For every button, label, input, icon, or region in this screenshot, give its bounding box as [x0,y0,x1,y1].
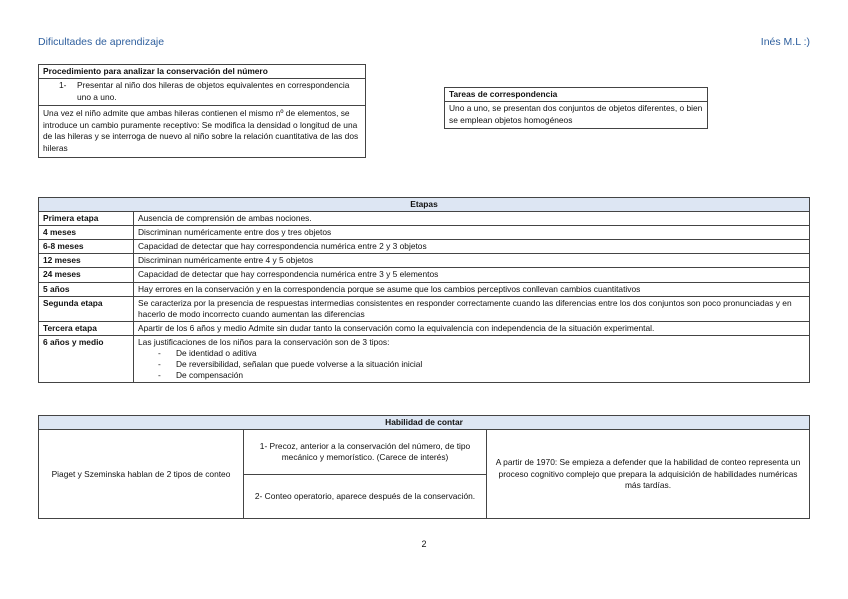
procedure-step-text: Presentar al niño dos hileras de objetos equivalentes en correspondencia uno a uno. [77,80,350,102]
stage-label: Tercera etapa [39,321,134,335]
stage-label: 6 años y medio [39,335,134,382]
list-item: - De identidad o aditiva [158,348,805,359]
list-item: - De compensación [158,370,805,381]
conteo-intro: Piaget y Szeminska hablan de 2 tipos de conteo [39,430,244,519]
stage-description: Discriminan numéricamente entre 4 y 5 objetos [134,254,810,268]
stage-label: 12 meses [39,254,134,268]
list-item: - De reversibilidad, señalan que puede volverse a la situación inicial [158,359,805,370]
stage-description: Capacidad de detectar que hay correspondencia numérica entre 2 y 3 objetos [134,240,810,254]
stage-description: Capacidad de detectar que hay correspondencia numérica entre 3 y 5 elementos [134,268,810,282]
document-title: Dificultades de aprendizaje [38,36,165,48]
stage-label: 4 meses [39,226,134,240]
habilidad-table [38,415,810,519]
tareas-box [444,87,708,129]
habilidad-title: Habilidad de contar [39,416,810,430]
table-row [39,268,810,282]
procedure-title: Procedimiento para analizar la conservación del número [39,65,365,79]
procedure-step-number: 1- [59,80,67,91]
procedure-box [38,64,366,158]
author-label: Inés M.L :) [760,36,810,48]
stage-description: Hay errores en la conservación y en la correspondencia porque se asume que los cambios perceptivos conllevan cambios cuantitativos [134,282,810,296]
stage-label: Segunda etapa [39,296,134,321]
conteo-type-2: 2- Conteo operatorio, aparece después de la conservación. [244,474,487,519]
stage-label: 6-8 meses [39,240,134,254]
stage-label: 5 años [39,282,134,296]
stage-label: Primera etapa [39,212,134,226]
stage-description: Se caracteriza por la presencia de respuestas intermedias consistentes en responder correctamente cuando las diferencias entre los dos conjuntos son poco pronunciadas y en hacerlo de modo incorrecto cuando aumentan las diferencias [134,296,810,321]
table-row [39,240,810,254]
justifications-intro: Las justificaciones de los niños para la conservación son de 3 tipos: [138,336,390,347]
stage-label: 24 meses [39,268,134,282]
conteo-1970: A partir de 1970: Se empieza a defender que la habilidad de conteo representa un proceso cognitivo complejo que prepara la adquisición de habilidades numéricas más tardías. [487,430,810,519]
stage-description: Apartir de los 6 años y medio Admite sin dudar tanto la conservación como la equivalencia con independencia de la situación experimental. [134,321,810,335]
table-row [39,226,810,240]
stage-description: Ausencia de comprensión de ambas nociones. [134,212,810,226]
table-row [39,335,810,382]
stage-description: Discriminan numéricamente entre dos y tres objetos [134,226,810,240]
table-row [39,296,810,321]
conteo-type-1: 1- Precoz, anterior a la conservación del número, de tipo mecánico y memorístico. (Carece de interés) [244,430,487,475]
tareas-title: Tareas de correspondencia [445,88,707,102]
table-row [39,282,810,296]
stage-description [134,335,810,382]
justifications-list [138,348,805,381]
procedure-paragraph: Una vez el niño admite que ambas hileras contienen el mismo nº de elementos, se introduce un cambio puramente receptivo: Se modifica la densidad o longitud de una de las hileras y se interroga de nuevo al niño sobre la relación cuantitativa de las dos hileras [39,105,365,157]
tareas-text: Uno a uno, se presentan dos conjuntos de objetos diferentes, o bien se emplean objetos homogéneos [449,103,703,125]
table-row [39,212,810,226]
page-number: 2 [421,539,427,549]
procedure-step [39,79,365,105]
etapas-title: Etapas [39,198,810,212]
table-row [39,254,810,268]
etapas-table [38,197,810,383]
table-row [39,321,810,335]
